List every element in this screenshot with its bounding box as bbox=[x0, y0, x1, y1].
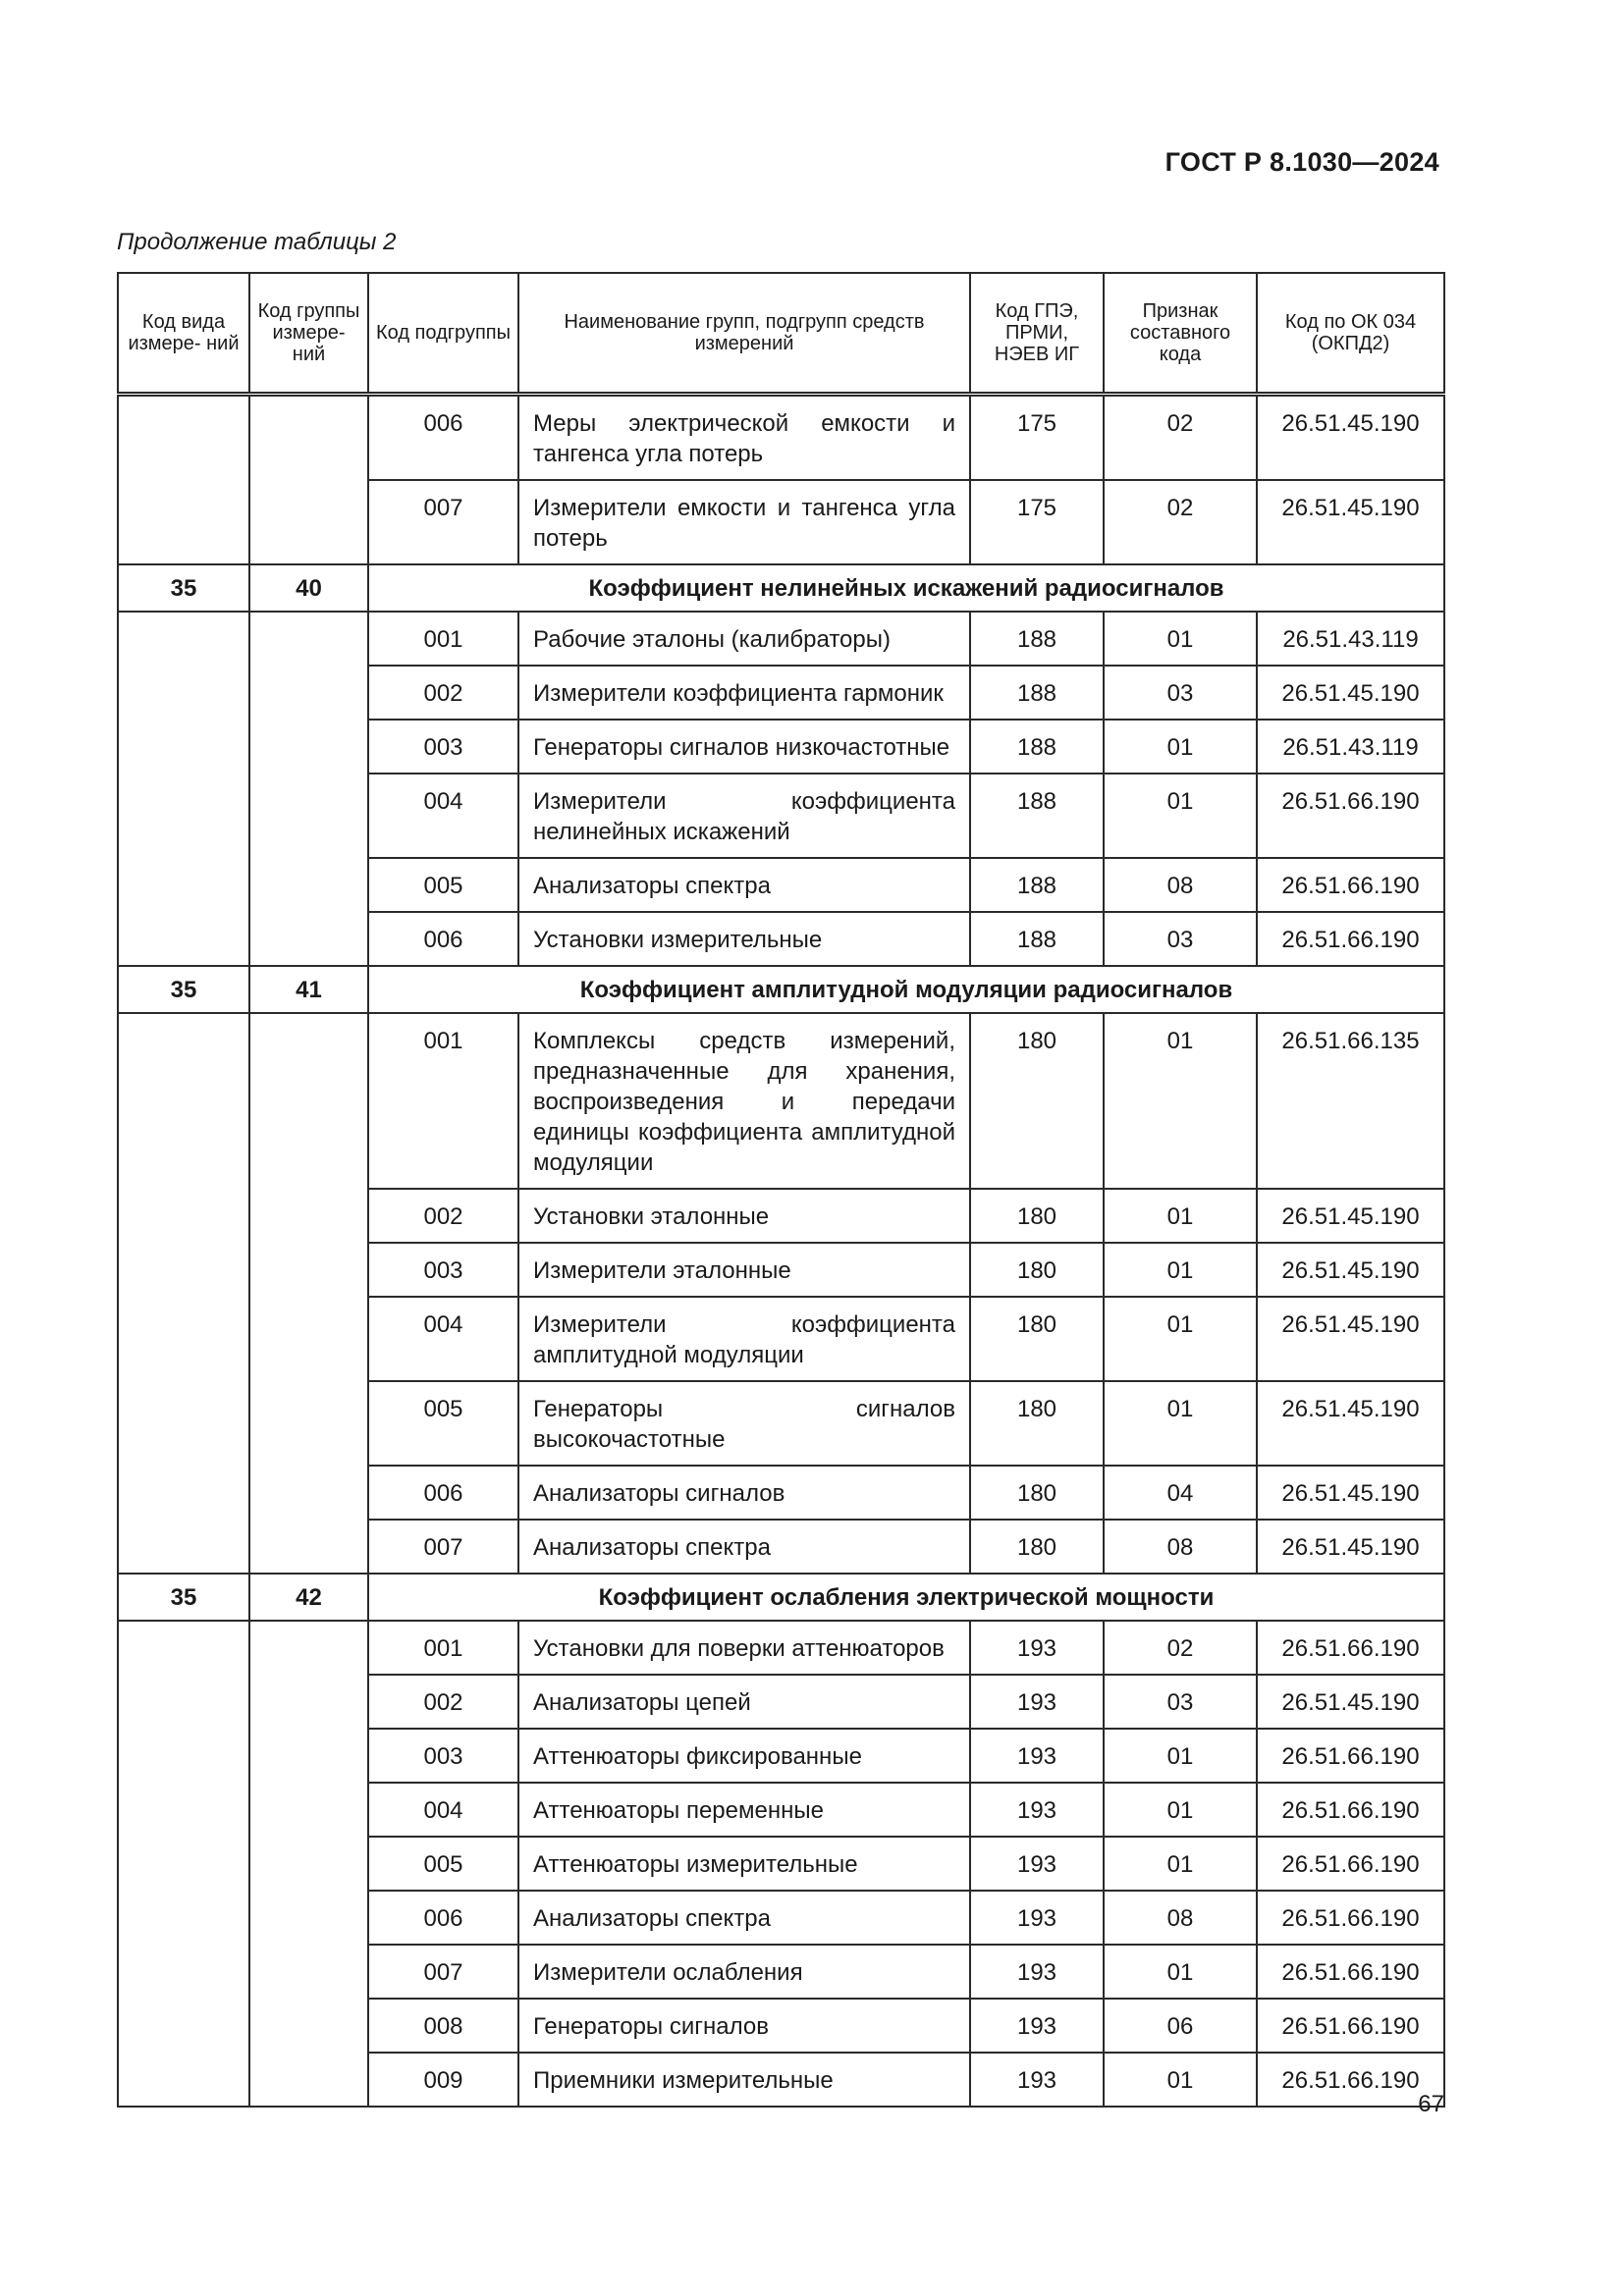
okpd2-code-cell: 26.51.45.190 bbox=[1257, 666, 1444, 720]
group-heading-row bbox=[118, 966, 1444, 1013]
instrument-name-cell: Генераторы сигналов bbox=[518, 1999, 970, 2053]
instrument-name-cell: Измерители ослабления bbox=[518, 1945, 970, 1999]
okpd2-code-cell: 26.51.66.190 bbox=[1257, 1945, 1444, 1999]
subgroup-code-cell: 007 bbox=[368, 1945, 518, 1999]
instrument-name-cell: Генераторы сигналов высокочастотные bbox=[518, 1381, 970, 1466]
subgroup-code-cell: 002 bbox=[368, 1675, 518, 1729]
gpe-code-cell: 188 bbox=[970, 666, 1104, 720]
gpe-code-cell: 188 bbox=[970, 720, 1104, 774]
group-code-spacer bbox=[249, 395, 368, 565]
classification-table bbox=[117, 272, 1445, 2108]
subgroup-code-cell: 006 bbox=[368, 1891, 518, 1945]
okpd2-code-cell: 26.51.45.190 bbox=[1257, 1675, 1444, 1729]
gpe-code-cell: 180 bbox=[970, 1466, 1104, 1520]
gpe-code-cell: 193 bbox=[970, 1675, 1104, 1729]
composite-flag-cell: 01 bbox=[1104, 1729, 1257, 1783]
table-row bbox=[118, 395, 1444, 481]
subgroup-code-cell: 004 bbox=[368, 774, 518, 858]
subgroup-code-cell: 005 bbox=[368, 1837, 518, 1891]
instrument-name-cell: Измерители коэффициента гармоник bbox=[518, 666, 970, 720]
gpe-code-cell: 188 bbox=[970, 774, 1104, 858]
okpd2-code-cell: 26.51.45.190 bbox=[1257, 395, 1444, 481]
group-code-spacer bbox=[249, 1013, 368, 1574]
kind-code-cell: 35 bbox=[118, 966, 249, 1013]
kind-code-cell: 35 bbox=[118, 1574, 249, 1621]
table-row bbox=[118, 1013, 1444, 1189]
subgroup-code-cell: 001 bbox=[368, 612, 518, 666]
subgroup-code-cell: 006 bbox=[368, 912, 518, 966]
group-code-spacer bbox=[249, 1621, 368, 2107]
okpd2-code-cell: 26.51.66.190 bbox=[1257, 1783, 1444, 1837]
composite-flag-cell: 01 bbox=[1104, 1013, 1257, 1189]
instrument-name-cell: Анализаторы цепей bbox=[518, 1675, 970, 1729]
okpd2-code-cell: 26.51.43.119 bbox=[1257, 612, 1444, 666]
group-code-cell: 40 bbox=[249, 564, 368, 612]
composite-flag-cell: 02 bbox=[1104, 395, 1257, 481]
gpe-code-cell: 188 bbox=[970, 612, 1104, 666]
composite-flag-cell: 01 bbox=[1104, 1945, 1257, 1999]
page-number: 67 bbox=[1418, 2091, 1444, 2117]
okpd2-code-cell: 26.51.45.190 bbox=[1257, 1297, 1444, 1381]
instrument-name-cell: Аттенюаторы измерительные bbox=[518, 1837, 970, 1891]
composite-flag-cell: 01 bbox=[1104, 612, 1257, 666]
group-heading-row bbox=[118, 1574, 1444, 1621]
column-header: Код вида измере- ний bbox=[118, 273, 249, 395]
okpd2-code-cell: 26.51.66.190 bbox=[1257, 1891, 1444, 1945]
table-body bbox=[118, 395, 1444, 2108]
okpd2-code-cell: 26.51.66.190 bbox=[1257, 858, 1444, 912]
subgroup-code-cell: 006 bbox=[368, 395, 518, 481]
okpd2-code-cell: 26.51.45.190 bbox=[1257, 1520, 1444, 1574]
instrument-name-cell: Приемники измерительные bbox=[518, 2053, 970, 2107]
instrument-name-cell: Измерители коэффициента амплитудной модуляции bbox=[518, 1297, 970, 1381]
subgroup-code-cell: 004 bbox=[368, 1297, 518, 1381]
instrument-name-cell: Рабочие эталоны (калибраторы) bbox=[518, 612, 970, 666]
composite-flag-cell: 08 bbox=[1104, 1891, 1257, 1945]
subgroup-code-cell: 003 bbox=[368, 720, 518, 774]
subgroup-code-cell: 009 bbox=[368, 2053, 518, 2107]
okpd2-code-cell: 26.51.66.190 bbox=[1257, 1999, 1444, 2053]
okpd2-code-cell: 26.51.66.190 bbox=[1257, 2053, 1444, 2107]
column-header: Признак составного кода bbox=[1104, 273, 1257, 395]
instrument-name-cell: Измерители емкости и тангенса угла потерь bbox=[518, 480, 970, 564]
okpd2-code-cell: 26.51.45.190 bbox=[1257, 480, 1444, 564]
composite-flag-cell: 01 bbox=[1104, 774, 1257, 858]
group-heading-row bbox=[118, 564, 1444, 612]
composite-flag-cell: 01 bbox=[1104, 1837, 1257, 1891]
subgroup-code-cell: 005 bbox=[368, 858, 518, 912]
okpd2-code-cell: 26.51.66.190 bbox=[1257, 1729, 1444, 1783]
gpe-code-cell: 175 bbox=[970, 480, 1104, 564]
instrument-name-cell: Генераторы сигналов низкочастотные bbox=[518, 720, 970, 774]
group-code-cell: 41 bbox=[249, 966, 368, 1013]
gpe-code-cell: 175 bbox=[970, 395, 1104, 481]
instrument-name-cell: Меры электрической емкости и тангенса угла потерь bbox=[518, 395, 970, 481]
composite-flag-cell: 01 bbox=[1104, 1189, 1257, 1243]
table-row bbox=[118, 612, 1444, 666]
group-title-cell: Коэффициент ослабления электрической мощности bbox=[368, 1574, 1444, 1621]
group-title-cell: Коэффициент амплитудной модуляции радиосигналов bbox=[368, 966, 1444, 1013]
composite-flag-cell: 02 bbox=[1104, 1621, 1257, 1675]
okpd2-code-cell: 26.51.66.190 bbox=[1257, 1837, 1444, 1891]
subgroup-code-cell: 003 bbox=[368, 1243, 518, 1297]
subgroup-code-cell: 007 bbox=[368, 480, 518, 564]
instrument-name-cell: Аттенюаторы фиксированные bbox=[518, 1729, 970, 1783]
gpe-code-cell: 193 bbox=[970, 1999, 1104, 2053]
okpd2-code-cell: 26.51.45.190 bbox=[1257, 1381, 1444, 1466]
composite-flag-cell: 08 bbox=[1104, 1520, 1257, 1574]
gpe-code-cell: 193 bbox=[970, 1729, 1104, 1783]
table-header-row bbox=[118, 273, 1444, 395]
okpd2-code-cell: 26.51.45.190 bbox=[1257, 1243, 1444, 1297]
instrument-name-cell: Комплексы средств измерений, предназначенные для хранения, воспроизведения и передачи единицы коэффициента амплитудной модуляции bbox=[518, 1013, 970, 1189]
kind-code-spacer bbox=[118, 1621, 249, 2107]
subgroup-code-cell: 001 bbox=[368, 1621, 518, 1675]
subgroup-code-cell: 002 bbox=[368, 1189, 518, 1243]
gpe-code-cell: 180 bbox=[970, 1013, 1104, 1189]
okpd2-code-cell: 26.51.66.135 bbox=[1257, 1013, 1444, 1189]
kind-code-spacer bbox=[118, 612, 249, 966]
subgroup-code-cell: 001 bbox=[368, 1013, 518, 1189]
instrument-name-cell: Установки измерительные bbox=[518, 912, 970, 966]
group-code-spacer bbox=[249, 612, 368, 966]
instrument-name-cell: Измерители эталонные bbox=[518, 1243, 970, 1297]
okpd2-code-cell: 26.51.66.190 bbox=[1257, 774, 1444, 858]
subgroup-code-cell: 006 bbox=[368, 1466, 518, 1520]
column-header: Код по ОК 034 (ОКПД2) bbox=[1257, 273, 1444, 395]
gpe-code-cell: 180 bbox=[970, 1297, 1104, 1381]
subgroup-code-cell: 007 bbox=[368, 1520, 518, 1574]
gpe-code-cell: 180 bbox=[970, 1520, 1104, 1574]
instrument-name-cell: Анализаторы спектра bbox=[518, 1891, 970, 1945]
subgroup-code-cell: 003 bbox=[368, 1729, 518, 1783]
gpe-code-cell: 188 bbox=[970, 858, 1104, 912]
group-title-cell: Коэффициент нелинейных искажений радиосигналов bbox=[368, 564, 1444, 612]
subgroup-code-cell: 002 bbox=[368, 666, 518, 720]
instrument-name-cell: Аттенюаторы переменные bbox=[518, 1783, 970, 1837]
gpe-code-cell: 180 bbox=[970, 1243, 1104, 1297]
instrument-name-cell: Установки эталонные bbox=[518, 1189, 970, 1243]
okpd2-code-cell: 26.51.66.190 bbox=[1257, 1621, 1444, 1675]
gpe-code-cell: 193 bbox=[970, 1837, 1104, 1891]
composite-flag-cell: 03 bbox=[1104, 912, 1257, 966]
composite-flag-cell: 01 bbox=[1104, 1783, 1257, 1837]
gpe-code-cell: 193 bbox=[970, 1621, 1104, 1675]
gpe-code-cell: 193 bbox=[970, 2053, 1104, 2107]
subgroup-code-cell: 008 bbox=[368, 1999, 518, 2053]
kind-code-cell: 35 bbox=[118, 564, 249, 612]
gpe-code-cell: 180 bbox=[970, 1189, 1104, 1243]
kind-code-spacer bbox=[118, 395, 249, 565]
composite-flag-cell: 01 bbox=[1104, 720, 1257, 774]
composite-flag-cell: 06 bbox=[1104, 1999, 1257, 2053]
instrument-name-cell: Анализаторы спектра bbox=[518, 858, 970, 912]
column-header: Код ГПЭ, ПРМИ, НЭЕВ ИГ bbox=[970, 273, 1104, 395]
composite-flag-cell: 02 bbox=[1104, 480, 1257, 564]
kind-code-spacer bbox=[118, 1013, 249, 1574]
instrument-name-cell: Анализаторы сигналов bbox=[518, 1466, 970, 1520]
instrument-name-cell: Анализаторы спектра bbox=[518, 1520, 970, 1574]
table-caption: Продолжение таблицы 2 bbox=[117, 229, 397, 255]
subgroup-code-cell: 005 bbox=[368, 1381, 518, 1466]
composite-flag-cell: 08 bbox=[1104, 858, 1257, 912]
okpd2-code-cell: 26.51.45.190 bbox=[1257, 1189, 1444, 1243]
gpe-code-cell: 188 bbox=[970, 912, 1104, 966]
composite-flag-cell: 01 bbox=[1104, 1243, 1257, 1297]
column-header: Код группы измере- ний bbox=[249, 273, 368, 395]
composite-flag-cell: 01 bbox=[1104, 1381, 1257, 1466]
composite-flag-cell: 03 bbox=[1104, 1675, 1257, 1729]
okpd2-code-cell: 26.51.45.190 bbox=[1257, 1466, 1444, 1520]
subgroup-code-cell: 004 bbox=[368, 1783, 518, 1837]
composite-flag-cell: 03 bbox=[1104, 666, 1257, 720]
column-header: Наименование групп, подгрупп средств измерений bbox=[518, 273, 970, 395]
instrument-name-cell: Установки для поверки аттенюаторов bbox=[518, 1621, 970, 1675]
composite-flag-cell: 04 bbox=[1104, 1466, 1257, 1520]
document-code: ГОСТ Р 8.1030—2024 bbox=[1164, 147, 1439, 177]
gpe-code-cell: 193 bbox=[970, 1783, 1104, 1837]
okpd2-code-cell: 26.51.66.190 bbox=[1257, 912, 1444, 966]
gpe-code-cell: 180 bbox=[970, 1381, 1104, 1466]
composite-flag-cell: 01 bbox=[1104, 1297, 1257, 1381]
composite-flag-cell: 01 bbox=[1104, 2053, 1257, 2107]
instrument-name-cell: Измерители коэффициента нелинейных искажений bbox=[518, 774, 970, 858]
table-row bbox=[118, 1621, 1444, 1675]
gpe-code-cell: 193 bbox=[970, 1891, 1104, 1945]
gpe-code-cell: 193 bbox=[970, 1945, 1104, 1999]
okpd2-code-cell: 26.51.43.119 bbox=[1257, 720, 1444, 774]
group-code-cell: 42 bbox=[249, 1574, 368, 1621]
column-header: Код подгруппы bbox=[368, 273, 518, 395]
